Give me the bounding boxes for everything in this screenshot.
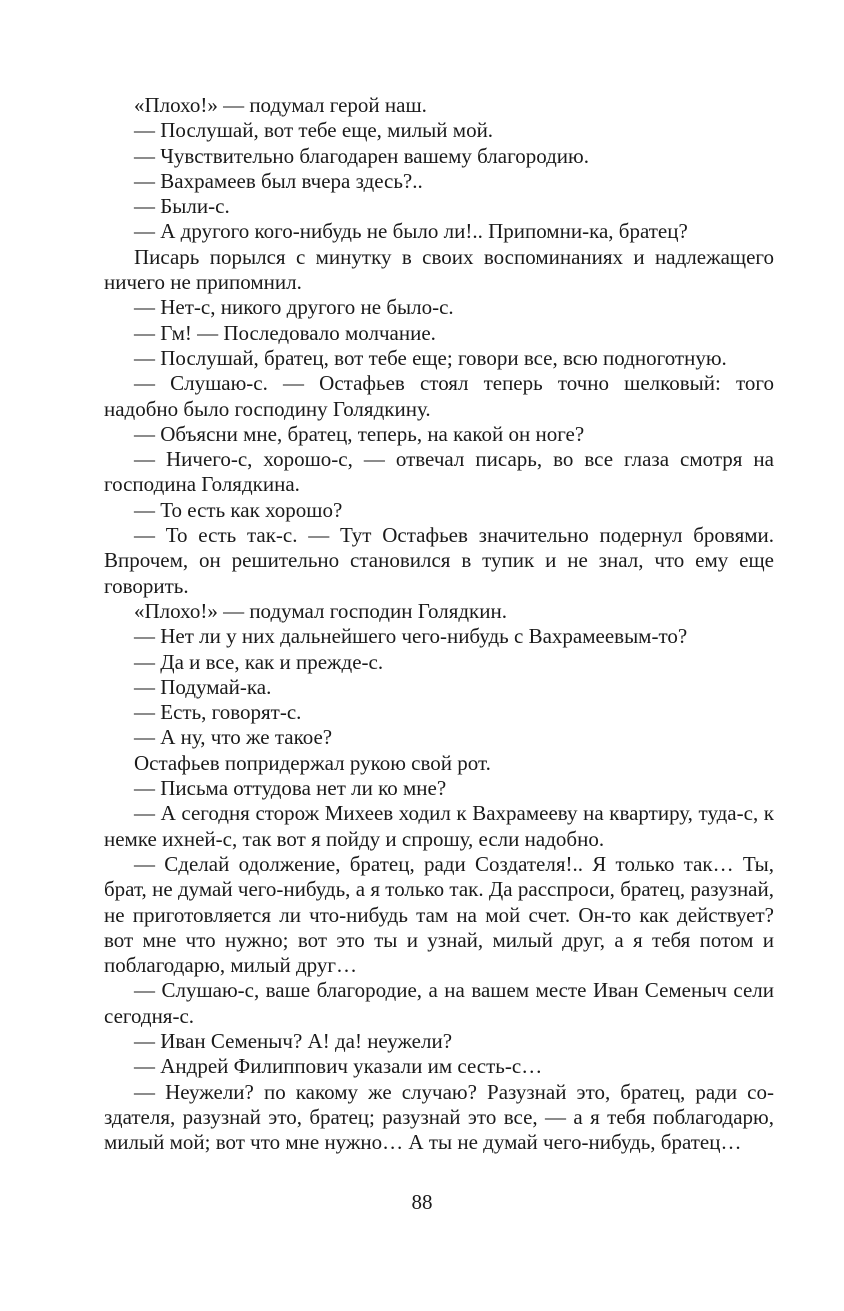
- paragraph: — Послушай, братец, вот тебе еще; говори все, всю подноготную.: [134, 345, 727, 370]
- paragraph: «Плохо!» — подумал герой наш.: [134, 93, 427, 117]
- paragraph: — А сегодня сторож Михеев ходил к Вахрамееву на квартиру, туда-с, к немке ихней-с, так вот я пойду и спрошу, если надобно.: [104, 801, 774, 851]
- paragraph: — Послушай, вот тебе еще, милый мой.: [134, 118, 494, 143]
- paragraph: Остафьев попридержал рукою свой рот.: [134, 750, 491, 775]
- paragraph: «Плохо!» — подумал господин Голядкин.: [134, 598, 507, 623]
- paragraph: — Нет ли у них дальнейшего чего-нибудь с Вахрамеевым-то?: [134, 624, 688, 649]
- paragraph: — Слушаю-с, ваше благородие, а на вашем месте Иван Семеныч сели сегодня-с.: [104, 978, 774, 1028]
- paragraph: — Объясни мне, братец, теперь, на какой он ноге?: [134, 421, 585, 446]
- paragraph: — Были-с.: [134, 194, 230, 219]
- paragraph: — Иван Семеныч? А! да! неужели?: [134, 1028, 453, 1053]
- paragraph: — Письма оттудова нет ли ко мне?: [134, 776, 447, 801]
- paragraph: — То есть как хорошо?: [134, 497, 343, 522]
- paragraph: — Ничего-с, хорошо-с, — отвечал писарь, во все глаза смотря на господина Голядкина.: [104, 447, 774, 497]
- paragraph: — Гм! — Последовало молчание.: [134, 320, 436, 345]
- paragraph: — Слушаю-с. — Остафьев стоял теперь точно шелковый: того надобно было господину Голядкину.: [104, 371, 774, 421]
- paragraph: — Подумай-ка.: [134, 674, 272, 699]
- paragraph: — А ну, что же такое?: [134, 725, 333, 750]
- paragraph: — Сделай одолжение, братец, ради Создателя!.. Я только так… Ты, брат, не думай чего-нибудь, а я только так. Да расспроси, братец, разузнай, не приготовляется ли что-нибудь там на мой счет. Он-то как действует? вот мне что нужно; вот это ты и узнай, милый друг, а я тебя потом и поблагодарю, милый друг…: [104, 851, 774, 978]
- paragraph: — Вахрамеев был вчера здесь?..: [134, 168, 423, 193]
- paragraph: — Да и все, как и прежде-с.: [134, 649, 384, 674]
- body-text: [104, 93, 774, 1155]
- page-number: 88: [411, 1190, 433, 1214]
- paragraph: — Чувствительно благодарен вашему благородию.: [134, 143, 589, 168]
- paragraph: — Неужели? по какому же случаю? Разузнай это, братец, ради создателя, разузнай это, братец; разузнай это все, — а я тебя поблагодарю, милый мой; вот что мне нужно… А ты не думай чего-нибудь, братец…: [104, 1079, 774, 1155]
- paragraph: — Андрей Филиппович указали им сесть-с…: [134, 1054, 543, 1079]
- paragraph: — Нет-с, никого другого не было-с.: [134, 295, 454, 320]
- paragraph: Писарь порылся с минутку в своих воспоминаниях и надлежащего ничего не припомнил.: [104, 244, 774, 295]
- paragraph: — А другого кого-нибудь не было ли!.. Припомни-ка, братец?: [134, 219, 688, 244]
- paragraph: — Есть, говорят-с.: [134, 700, 302, 725]
- paragraph: — То есть так-с. — Тут Остафьев значительно подернул бровями. Впрочем, он решительно становился в тупик и не знал, что ему еще говорить.: [104, 523, 774, 598]
